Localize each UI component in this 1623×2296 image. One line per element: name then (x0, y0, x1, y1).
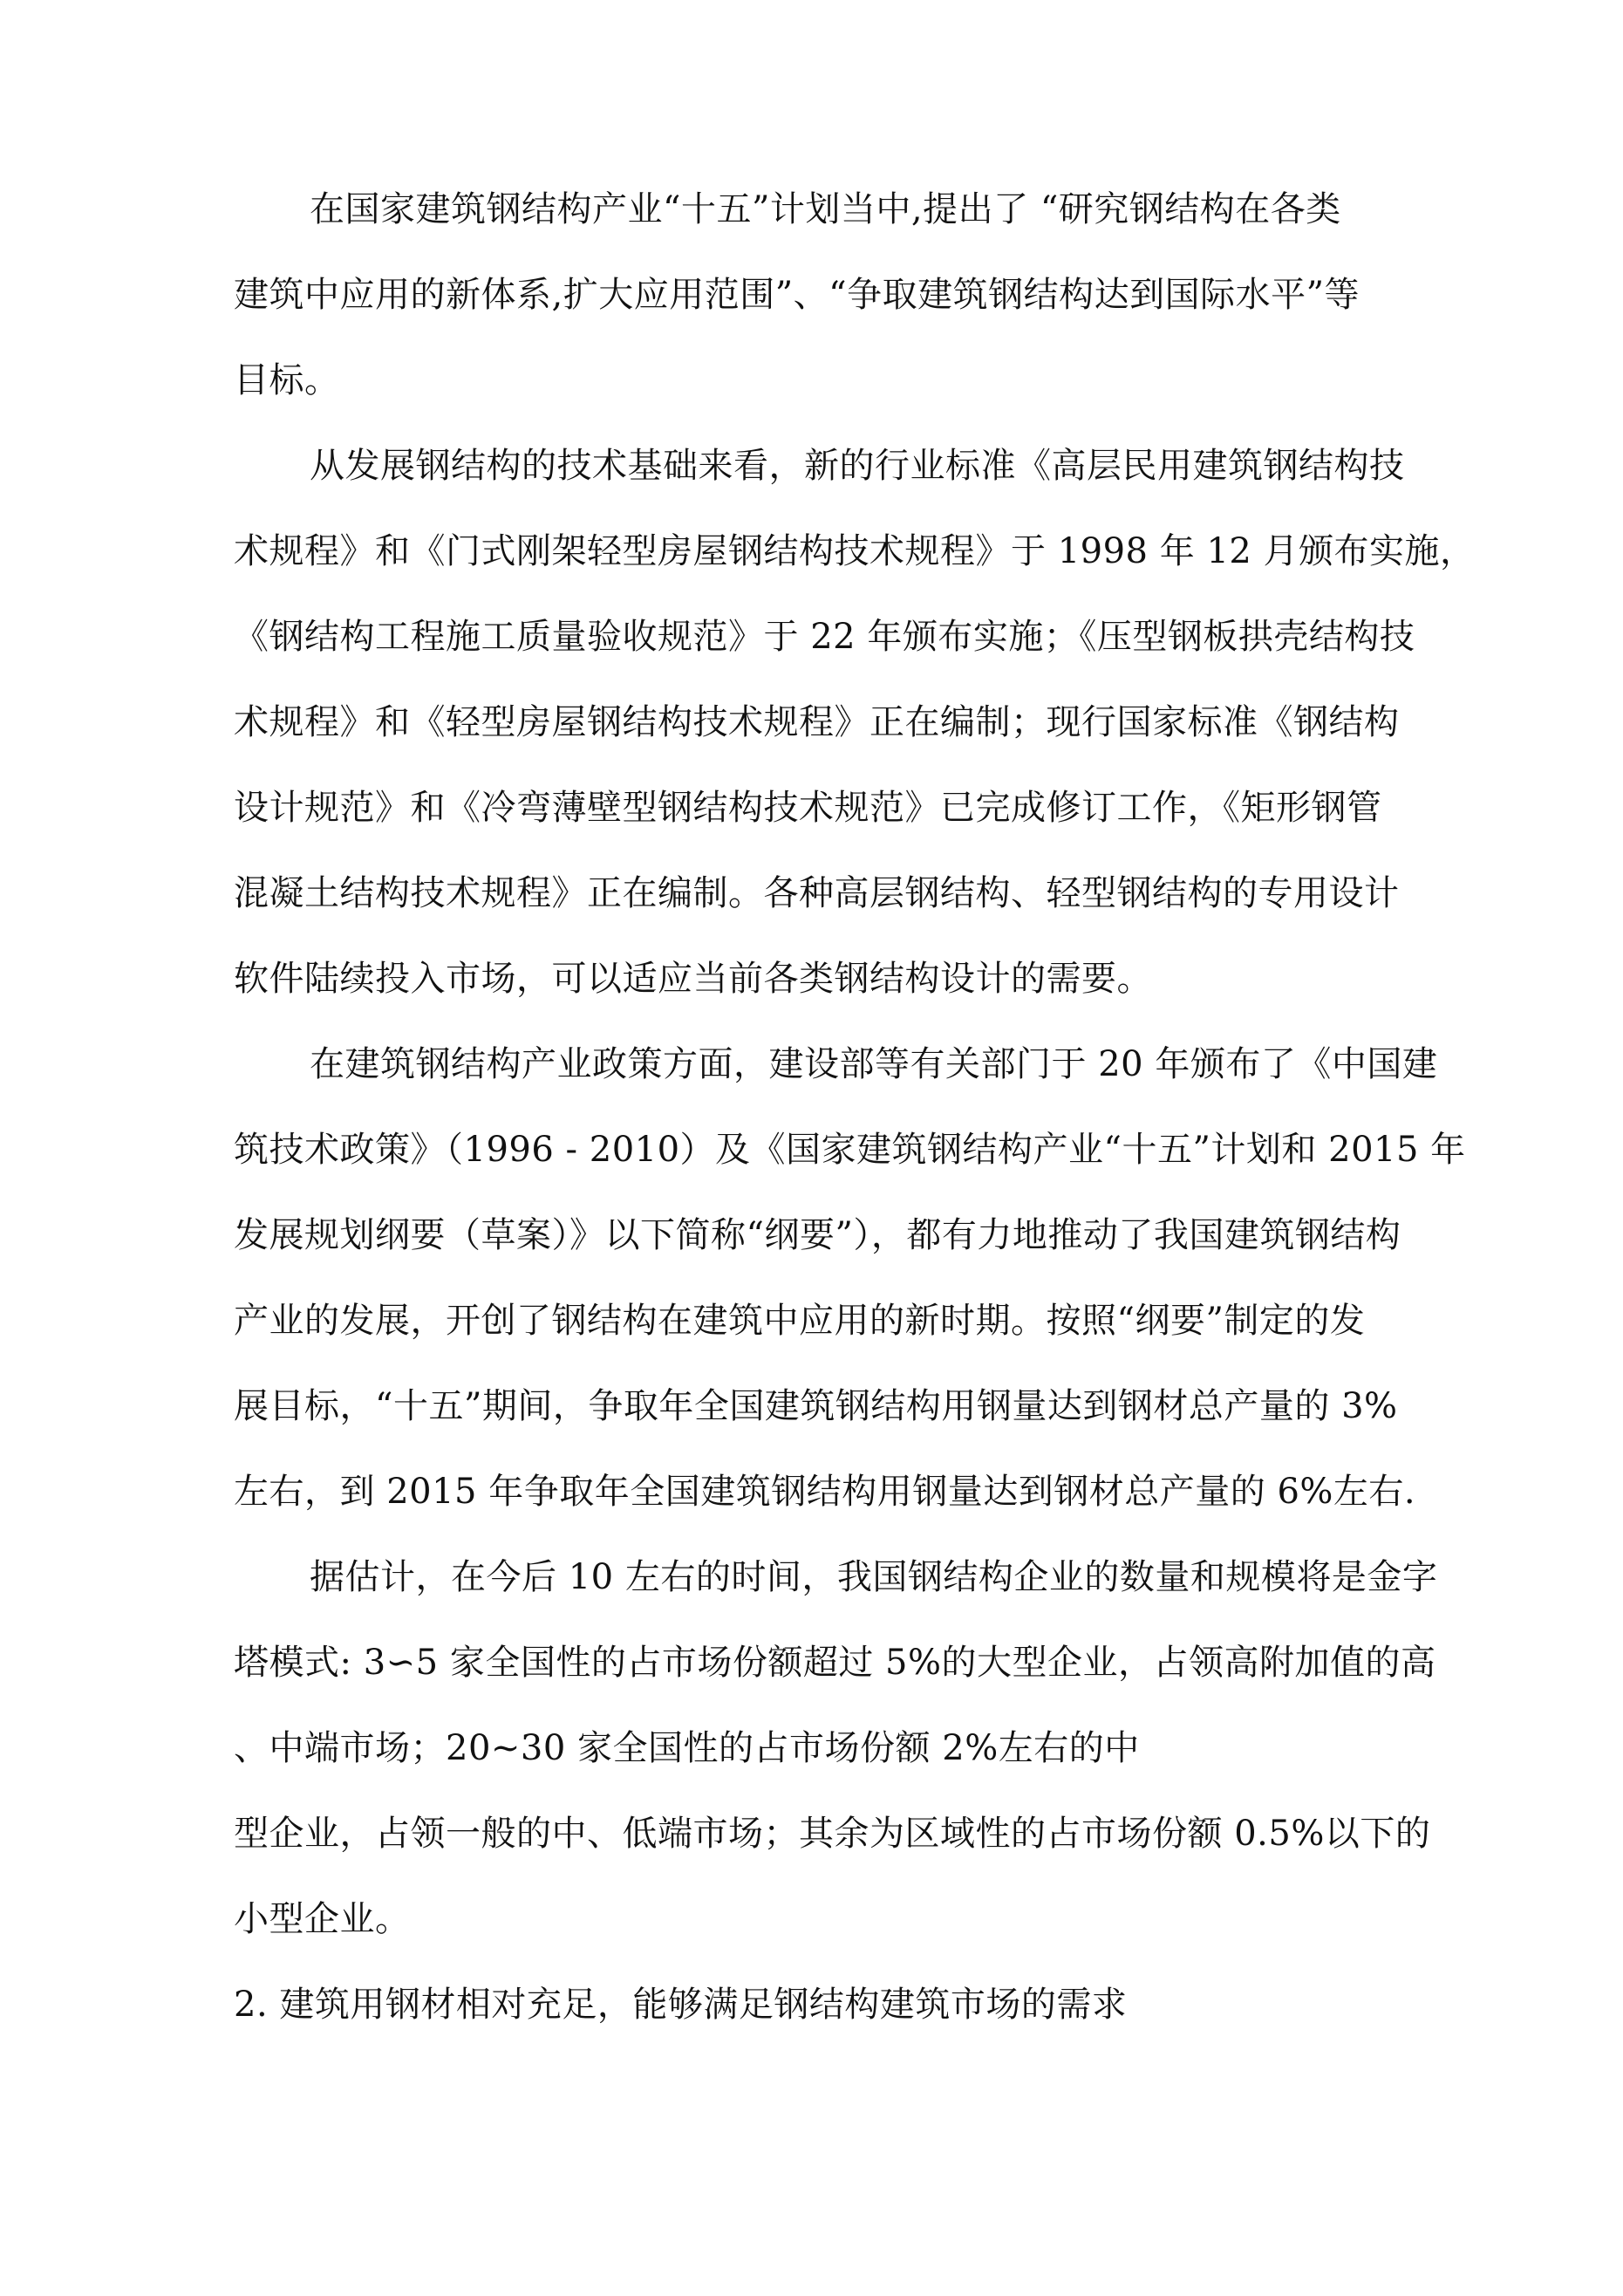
paragraph-4-line-5: 小型企业。 (234, 1899, 411, 1939)
paragraph-4-line-3: 、中端市场；20~30 家全国性的占市场份额 2%左右的中 (234, 1728, 1140, 1768)
paragraph-3-line-2: 筑技术政策》（1996 - 2010）及《国家建筑钢结构产业“十五”计划和 2015 年 (234, 1130, 1466, 1170)
paragraph-3-line-1: 在建筑钢结构产业政策方面，建设部等有关部门于 20 年颁布了《中国建 (310, 1044, 1438, 1084)
paragraph-2-line-1: 从发展钢结构的技术基础来看，新的行业标准《高层民用建筑钢结构技 (310, 446, 1405, 486)
paragraph-3-line-5: 展目标，“十五”期间，争取年全国建筑钢结构用钢量达到钢材总产量的 3% (234, 1386, 1398, 1426)
paragraph-2-line-2: 术规程》和《门式刚架轻型房屋钢结构技术规程》于 1998 年 12 月颁布实施， (234, 531, 1476, 571)
paragraph-2-line-5: 设计规范》和《冷弯薄壁型钢结构技术规范》已完成修订工作，《矩形钢管 (234, 788, 1382, 828)
paragraph-3-line-4: 产业的发展，开创了钢结构在建筑中应用的新时期。按照“纲要”制定的发 (234, 1301, 1366, 1341)
paragraph-1-line-2: 建筑中应用的新体系,扩大应用范围”、“争取建筑钢结构达到国际水平”等 (234, 275, 1360, 315)
section-heading: 2. 建筑用钢材相对充足，能够满足钢结构建筑市场的需求 (234, 1985, 1128, 2025)
paragraph-2-line-4: 术规程》和《轻型房屋钢结构技术规程》正在编制；现行国家标准《钢结构 (234, 702, 1400, 742)
paragraph-1-line-3: 目标。 (234, 360, 340, 400)
paragraph-4-line-4: 型企业，占领一般的中、低端市场；其余为区域性的占市场份额 0.5%以下的 (234, 1814, 1431, 1854)
paragraph-4-line-2: 塔模式: 3∽5 家全国性的占市场份额超过 5%的大型企业，占领高附加值的高 (234, 1643, 1436, 1683)
paragraph-2-line-6: 混凝土结构技术规程》正在编制。各种高层钢结构、轻型钢结构的专用设计 (234, 873, 1400, 913)
paragraph-3-line-3: 发展规划纲要（草案）》以下简称“纲要”），都有力地推动了我国建筑钢结构 (234, 1215, 1401, 1255)
paragraph-2-line-3: 《钢结构工程施工质量验收规范》于 22 年颁布实施；《压型钢板拱壳结构技 (234, 617, 1415, 657)
paragraph-1-line-1: 在国家建筑钢结构产业“十五”计划当中,提出了 “研究钢结构在各类 (310, 189, 1341, 229)
paragraph-3-line-6: 左右，到 2015 年争取年全国建筑钢结构用钢量达到钢材总产量的 6%左右. (234, 1472, 1416, 1512)
paragraph-4-line-1: 据估计，在今后 10 左右的时间，我国钢结构企业的数量和规模将是金字 (310, 1557, 1438, 1597)
paragraph-2-line-7: 软件陆续投入市场，可以适应当前各类钢结构设计的需要。 (234, 959, 1152, 999)
